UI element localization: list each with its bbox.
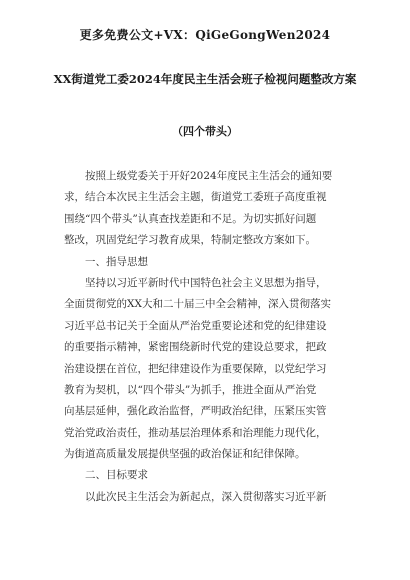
paragraph-line: 整改，巩固党纪学习教育成果，特制定整改方案如下。: [64, 234, 316, 247]
paragraph-line: 围绕“四个带头”认真查找差距和不足。为切实抓好问题: [64, 212, 317, 225]
paragraph-line: 党治党政治责任，推动基层治理体系和治理能力现代化，: [64, 426, 327, 439]
paragraph-line: 的重要指示精神，紧密围绕新时代党的建设总要求，把政: [64, 341, 327, 354]
section-heading-guiding-ideology: 一、指导思想: [85, 255, 148, 268]
paragraph-line: 求，结合本次民主生活会主题，街道党工委班子高度重视: [64, 191, 327, 204]
paragraph-line: 习近平总书记关于全面从严治党重要论述和党的纪律建设: [64, 319, 327, 332]
paragraph-line: 向基层延伸，强化政治监督，严明政治纪律，压紧压实管: [64, 405, 327, 418]
document-subtitle: （四个带头）: [172, 125, 238, 138]
paragraph-line: 全面贯彻党的XX大和二十届三中全会精神，深入贯彻落实: [64, 298, 331, 311]
paragraph-line: 教育为契机，以“四个带头”为抓手，推进全面从严治党: [64, 383, 317, 396]
body-paragraph-intro: [64, 166, 346, 508]
document-title: XX街道党工委2024年度民主生活会班子检视问题整改方案: [53, 72, 357, 86]
paragraph-line: 治建设摆在首位，把纪律建设作为重要保障，以党纪学习: [64, 362, 327, 375]
paragraph-line: 为街道高质量发展提供坚强的政治保证和纪律保障。: [64, 448, 306, 461]
paragraph-line: 坚持以习近平新时代中国特色社会主义思想为指导，: [85, 276, 327, 289]
section-heading-objectives: 二、目标要求: [85, 469, 148, 482]
paragraph-line: 以此次民主生活会为新起点，深入贯彻落实习近平新: [85, 490, 327, 503]
promo-header: 更多免费公文+VX：QiGeGongWen2024: [79, 28, 331, 42]
paragraph-line: 按照上级党委关于开好2024年度民主生活会的通知要: [85, 170, 333, 182]
